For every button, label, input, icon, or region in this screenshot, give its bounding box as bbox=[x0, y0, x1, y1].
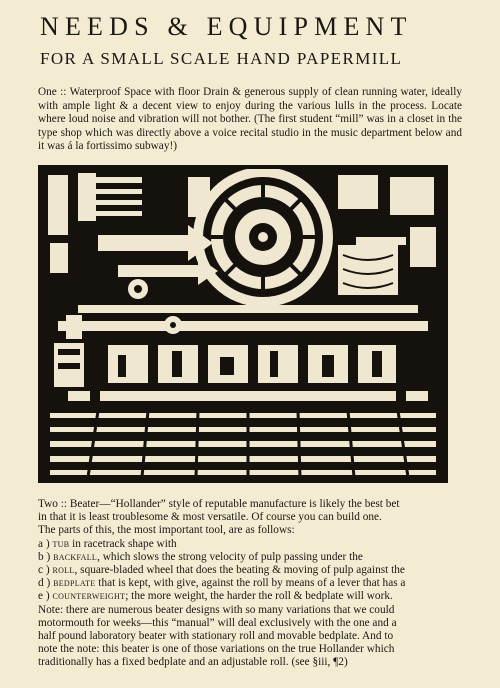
counterweight bbox=[54, 343, 84, 387]
part-label: e ) bbox=[38, 590, 50, 603]
part-term: tub bbox=[52, 537, 70, 550]
part-text: , which slows the strong velocity of pulp passing under the bbox=[97, 550, 363, 563]
note-line: note the note: this beater is one of those variations on the true Hollander which bbox=[38, 643, 395, 656]
part-label: c ) bbox=[38, 564, 50, 577]
part-text: in racetrack shape with bbox=[69, 537, 177, 550]
part-label: b ) bbox=[38, 550, 51, 563]
part-label: d ) bbox=[38, 577, 51, 590]
beater-roll-wheel bbox=[193, 167, 333, 307]
part-text: , square-bladed wheel that does the beating & moving of pulp against the bbox=[74, 564, 405, 577]
note-line: half pound laboratory beater with stationary roll and movable bedplate. And to bbox=[38, 630, 394, 643]
part-term: roll bbox=[52, 564, 75, 577]
part-term: counterweight bbox=[52, 590, 126, 603]
part-item-backfall bbox=[38, 551, 464, 564]
part-text: ; the more weight, the harder the roll & bedplate will work. bbox=[125, 590, 393, 603]
part-label: a ) bbox=[38, 537, 50, 550]
note-line: motormouth for weeks—this “manual” will deal exclusively with the one and a bbox=[38, 616, 397, 629]
note-line: traditionally has a fixed bedplate and an adjustable roll. (see §iii, ¶2) bbox=[38, 656, 348, 669]
part-term: backfall bbox=[53, 550, 98, 563]
section-two bbox=[38, 498, 464, 670]
part-item-counterweight bbox=[38, 590, 464, 603]
part-item-bedplate bbox=[38, 577, 464, 590]
part-item-roll bbox=[38, 564, 464, 577]
page-subtitle: FOR A SMALL SCALE HAND PAPERMILL bbox=[40, 49, 403, 68]
part-text: that is kept, with give, against the roll by means of a lever that has a bbox=[95, 577, 406, 590]
section-one-paragraph: One :: Waterproof Space with floor Drain & generous supply of clean running water, ideally with ample light & a decent view to enjoy during the various lulls in the process. Locate where loud noise and vibration will not bother. (The first student “mill” was in a closet in the type shop which was directly above a voice recital studio in the music department below and it was á la fortissimo subway!) bbox=[38, 86, 462, 153]
intro-line: Two :: Beater—“Hollander” style of reputable manufacture is likely the best bet bbox=[38, 498, 400, 510]
beater-woodcut-illustration bbox=[38, 165, 448, 483]
page-title: NEEDS & EQUIPMENT bbox=[40, 12, 413, 41]
intro-line: in that it is least troublesome & most versatile. Of course you can build one. bbox=[38, 511, 382, 524]
part-item-tub bbox=[38, 538, 464, 551]
note-line: Note: there are numerous beater designs with so many variations that we could bbox=[38, 603, 395, 616]
intro-line: The parts of this, the most important tool, are as follows: bbox=[38, 524, 295, 537]
part-term: bedplate bbox=[53, 577, 96, 590]
